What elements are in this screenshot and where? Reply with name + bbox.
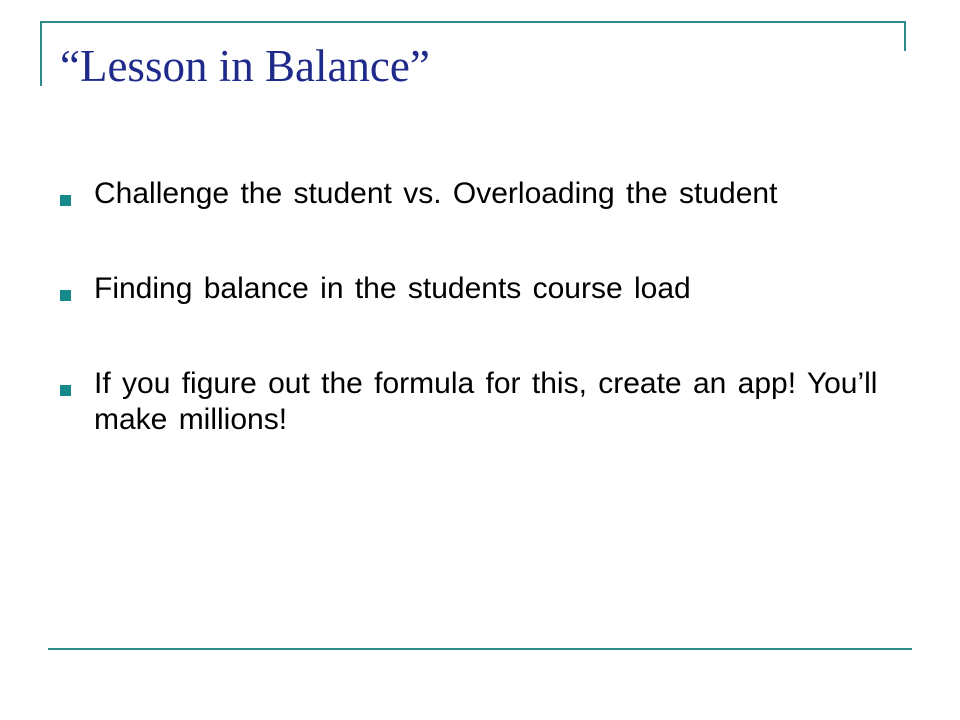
right-rule: [904, 21, 906, 51]
bullet-text: Finding balance in the students course load: [94, 272, 691, 305]
top-rule: [40, 21, 906, 23]
bullet-list: [60, 176, 910, 497]
left-rule: [40, 21, 42, 86]
bullet-item: [60, 176, 910, 212]
bullet-item: [60, 366, 910, 438]
bullet-text: If you figure out the formula for this, create an app! You’ll make millions!: [94, 367, 878, 436]
bullet-item: [60, 271, 910, 307]
square-bullet-icon: [60, 385, 71, 396]
square-bullet-icon: [60, 290, 71, 301]
slide-title: “Lesson in Balance”: [60, 41, 430, 91]
square-bullet-icon: [60, 195, 71, 206]
bottom-rule: [48, 648, 912, 650]
bullet-text: Challenge the student vs. Overloading the student: [94, 177, 778, 210]
